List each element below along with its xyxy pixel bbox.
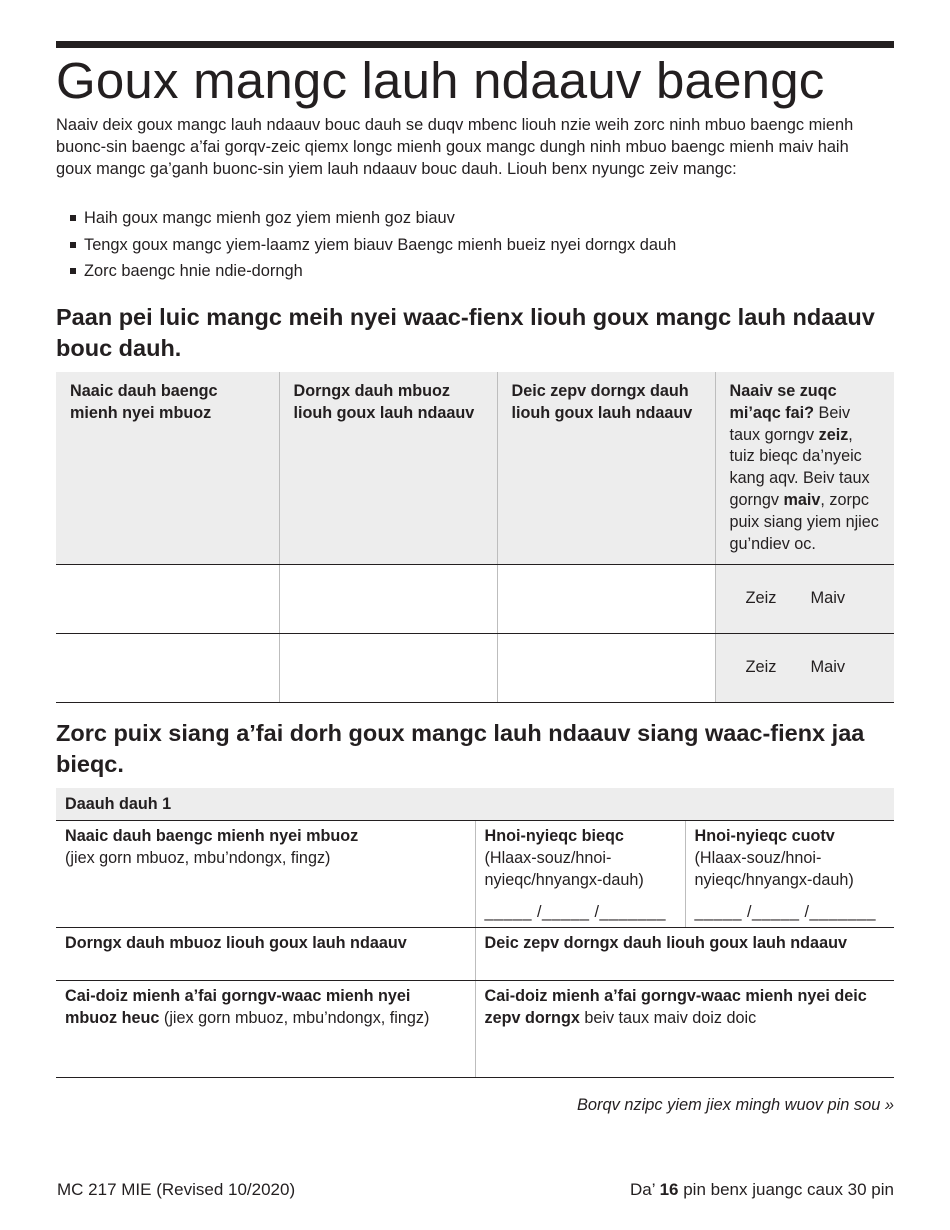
still-correct-text-b: , tuiz bieqc da’nyeic kang aqv. Beiv taux gorngv xyxy=(729,425,870,509)
section-heading-review: Paan pei luic mangc meih nyei waac-fienx liouh goux mangc lauh ndaauv bouc dauh. xyxy=(56,304,875,361)
facility-name-cell[interactable] xyxy=(279,634,497,703)
patient-name-field[interactable] xyxy=(56,821,475,928)
changed-address-hint: beiv taux maiv doiz doic xyxy=(579,1009,757,1027)
end-date-label: Hnoi-nyieqc cuotv xyxy=(694,827,835,845)
col-header-facility-name: Dorngx dauh mbuoz liouh goux lauh ndaauv xyxy=(279,372,497,565)
end-date-blank[interactable]: _____ /_____ /_______ xyxy=(694,903,877,921)
review-table xyxy=(56,372,894,703)
yes-option[interactable]: Zeiz xyxy=(745,658,777,677)
changed-name-label: Cai-doiz mienh a’fai gorngv-waac mienh nyei mbuoz heuc xyxy=(65,987,411,1027)
bullet-item: Tengx goux mangc yiem-laamz yiem biauv Baengc mienh bueiz nyei dorngx dauh xyxy=(56,232,676,259)
patient-name-cell[interactable] xyxy=(56,565,279,634)
start-date-label: Hnoi-nyieqc bieqc xyxy=(484,827,624,845)
table-header-row xyxy=(56,372,894,565)
still-correct-text-c: , zorpc puix siang yiem njiec gu’ndiev oc. xyxy=(729,490,879,553)
facility-address-cell[interactable] xyxy=(497,634,715,703)
bullet-item: Haih goux mangc mienh goz yiem mienh goz biauv xyxy=(56,205,676,232)
table-row xyxy=(56,634,894,703)
still-correct-question: Naaiv se zuqc mi’aqc fai? xyxy=(729,382,837,422)
person-band-label: Daauh dauh 1 xyxy=(56,788,894,821)
changed-name-hint: (jiex gorn mbuoz, mbu’ndongx, fingz) xyxy=(159,1009,430,1027)
start-date-blank[interactable]: _____ /_____ /_______ xyxy=(484,903,667,921)
page-number xyxy=(630,1180,894,1200)
band-row xyxy=(56,788,894,821)
page-number-suffix: pin benx juangc caux 30 pin xyxy=(678,1180,894,1199)
no-option[interactable]: Maiv xyxy=(810,589,846,608)
yes-option[interactable]: Zeiz xyxy=(745,589,777,608)
end-date-field[interactable] xyxy=(685,821,894,928)
yes-no-cell xyxy=(715,634,894,703)
form-id: MC 217 MIE (Revised 10/2020) xyxy=(57,1180,296,1199)
bullet-list xyxy=(56,205,676,285)
col-header-still-correct xyxy=(715,372,894,565)
table-row xyxy=(56,565,894,634)
yes-no-cell xyxy=(715,565,894,634)
end-date-hint: (Hlaax-souz/hnoi-nyieqc/hnyangx-dauh) xyxy=(694,849,854,889)
changed-address-field[interactable] xyxy=(475,981,894,1078)
intro-paragraph: Naaiv deix goux mangc lauh ndaauv bouc dauh se duqv mbenc liouh nzie weih zorc ninh mbuo baengc mienh buonc-sin baengc a’fai gorqv-zeic qiemx longc mienh goux mangc dungh ninh mbuo baengc mienh maiv haih goux mangc ga’ganh buonc-sin yiem lauh ndaauv bouc dauh. Liouh benx nyungc zeiv mangc: xyxy=(56,116,854,178)
still-correct-no-word: maiv xyxy=(783,490,821,509)
top-rule xyxy=(56,41,894,48)
changed-address-label: Cai-doiz mienh a’fai gorngv-waac mienh nyei deic zepv dorngx xyxy=(484,987,867,1027)
patient-name-label: Naaic dauh baengc mienh nyei mbuoz xyxy=(65,827,359,845)
form-row xyxy=(56,981,894,1078)
page-number-current: 16 xyxy=(659,1180,679,1199)
bullet-item: Zorc baengc hnie ndie-dorngh xyxy=(56,258,676,285)
form-row xyxy=(56,928,894,981)
patient-name-cell[interactable] xyxy=(56,634,279,703)
still-correct-yes-word: zeiz xyxy=(818,425,849,444)
no-option[interactable]: Maiv xyxy=(810,658,846,677)
continue-note: Borqv nzipc yiem jiex mingh wuov pin sou » xyxy=(576,1096,894,1114)
facility-address-cell[interactable] xyxy=(497,565,715,634)
facility-name-field[interactable]: Dorngx dauh mbuoz liouh goux lauh ndaauv xyxy=(56,928,475,981)
page-number-prefix: Da’ xyxy=(629,1180,660,1199)
patient-name-hint: (jiex gorn mbuoz, mbu’ndongx, fingz) xyxy=(65,849,331,867)
still-correct-text-a: Beiv taux gorngv xyxy=(729,403,851,444)
form-row xyxy=(56,821,894,928)
changed-name-field[interactable] xyxy=(56,981,475,1078)
col-header-patient-name: Naaic dauh baengc mienh nyei mbuoz xyxy=(56,372,279,565)
page-title: Goux mangc lauh ndaauv baengc xyxy=(56,52,825,109)
facility-address-field[interactable]: Deic zepv dorngx dauh liouh goux lauh ndaauv xyxy=(475,928,894,981)
start-date-hint: (Hlaax-souz/hnoi-nyieqc/hnyangx-dauh) xyxy=(484,849,644,889)
facility-name-cell[interactable] xyxy=(279,565,497,634)
col-header-facility-address: Deic zepv dorngx dauh liouh goux lauh ndaauv xyxy=(497,372,715,565)
start-date-field[interactable] xyxy=(475,821,685,928)
person-form-table xyxy=(56,788,894,1078)
section-heading-add: Zorc puix siang a’fai dorh goux mangc lauh ndaauv siang waac-fienx jaa bieqc. xyxy=(56,720,865,777)
